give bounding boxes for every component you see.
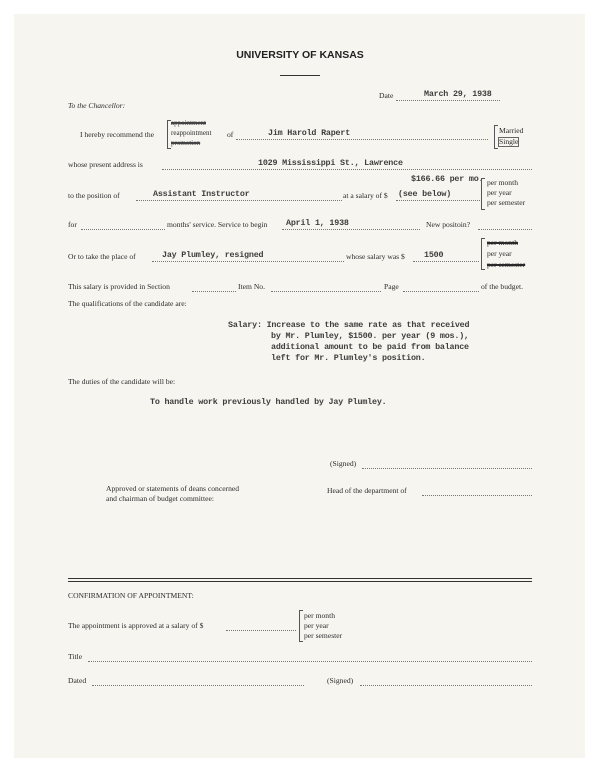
replace-value[interactable]: Jay Plumley, resigned — [162, 250, 264, 260]
salary-label: at a salary of $ — [343, 191, 388, 200]
salary-value[interactable]: (see below) — [398, 189, 452, 199]
service-line — [282, 229, 420, 230]
date-label: Date — [379, 91, 394, 100]
whose-salary-line — [413, 261, 479, 262]
confirmation-signed-line — [360, 685, 532, 686]
salary-line — [396, 200, 480, 201]
for-label: for — [68, 220, 77, 229]
confirmation-period-brace — [299, 610, 303, 642]
candidate-name[interactable]: Jim Harold Rapert — [268, 128, 351, 138]
head-line — [422, 495, 532, 496]
new-position-line — [478, 229, 532, 230]
prev-period-semester[interactable]: per semester — [487, 260, 526, 269]
replace-line — [152, 261, 344, 262]
university-title: UNIVERSITY OF KANSAS — [236, 49, 364, 61]
service-begin[interactable]: April 1, 1938 — [286, 218, 349, 228]
signed-label: (Signed) — [330, 459, 357, 468]
confirmation-heading: CONFIRMATION OF APPOINTMENT: — [68, 591, 194, 600]
qualifications-line-1[interactable]: Salary: Increase to the same rate as that received — [228, 320, 470, 330]
title-line — [88, 661, 532, 662]
name-line — [236, 139, 488, 140]
provided-label: This salary is provided in Section — [68, 282, 170, 291]
qualifications-line-4[interactable]: left for Mr. Plumley's position. — [271, 353, 426, 363]
approved-salary-label: The appointment is approved at a salary of $ — [68, 621, 204, 630]
salary-period-brace — [481, 178, 485, 210]
item-line — [271, 291, 381, 292]
title-underline — [280, 75, 320, 76]
to-chancellor: To the Chancellor: — [68, 101, 126, 110]
confirmation-period-month[interactable]: per month — [304, 611, 336, 620]
approved-salary-line — [226, 630, 296, 631]
address-value[interactable]: 1029 Mississippi St., Lawrence — [258, 158, 403, 168]
date-line — [396, 100, 500, 101]
confirmation-period-semester[interactable]: per semester — [304, 631, 343, 640]
qualifications-label: The qualifications of the candidate are: — [68, 299, 187, 308]
position-label: to the position of — [68, 191, 120, 200]
address-line — [162, 169, 532, 170]
salary-period-semester[interactable]: per semester — [487, 198, 526, 207]
dated-line — [92, 685, 304, 686]
date-value[interactable]: March 29, 1938 — [424, 89, 492, 99]
qualifications-line-3[interactable]: additional amount to be paid from balance — [271, 342, 469, 352]
head-label: Head of the department of — [327, 486, 407, 495]
confirmation-divider-bottom — [68, 581, 532, 582]
option-promotion[interactable]: promotion — [171, 139, 201, 147]
option-appointment[interactable]: appointment — [171, 119, 206, 127]
replace-label: Or to take the place of — [68, 252, 136, 261]
approved-label-2: and chairman of budget committee: — [106, 494, 214, 503]
option-single[interactable]: Single — [499, 137, 519, 146]
dated-label: Dated — [68, 676, 87, 685]
whose-salary-label: whose salary was $ — [346, 252, 405, 261]
page-line — [403, 291, 479, 292]
months-label: months' service. Service to begin — [167, 220, 268, 229]
position-value[interactable]: Assistant Instructor — [153, 189, 250, 199]
months-line — [81, 229, 165, 230]
marital-brace — [494, 125, 498, 149]
whose-salary-value[interactable]: 1500 — [424, 250, 444, 260]
duties-label: The duties of the candidate will be: — [68, 377, 176, 386]
address-label: whose present address is — [68, 160, 143, 169]
salary-period-year[interactable]: per year — [487, 188, 512, 197]
salary-period-month[interactable]: per month — [487, 178, 519, 187]
recommend-label: I hereby recommend the — [80, 130, 155, 139]
confirmation-divider-top — [68, 578, 532, 579]
new-position-label: New positoin? — [426, 220, 471, 229]
signed-line — [362, 468, 532, 469]
section-line — [192, 291, 236, 292]
prev-period-month[interactable]: per month — [487, 238, 519, 247]
budget-label: of the budget. — [481, 282, 523, 291]
page-label: Page — [384, 282, 399, 291]
salary-above[interactable]: $166.66 per mo. — [411, 174, 484, 184]
duties-value[interactable]: To handle work previously handled by Jay Plumley. — [150, 397, 387, 407]
confirmation-period-year[interactable]: per year — [304, 621, 329, 630]
confirmation-signed-label: (Signed) — [327, 676, 354, 685]
approved-label-1: Approved or statements of deans concerned — [106, 484, 240, 493]
qualifications-line-2[interactable]: by Mr. Plumley, $1500. per year (9 mos.), — [271, 331, 469, 341]
item-label: Item No. — [238, 282, 265, 291]
title-label: Title — [68, 652, 83, 661]
position-line — [136, 200, 342, 201]
prev-period-brace — [481, 238, 485, 270]
prev-period-year[interactable]: per year — [487, 249, 512, 258]
option-reappointment[interactable]: reappointment — [171, 129, 212, 137]
option-married[interactable]: Married — [499, 126, 524, 135]
of-label: of — [227, 130, 234, 139]
